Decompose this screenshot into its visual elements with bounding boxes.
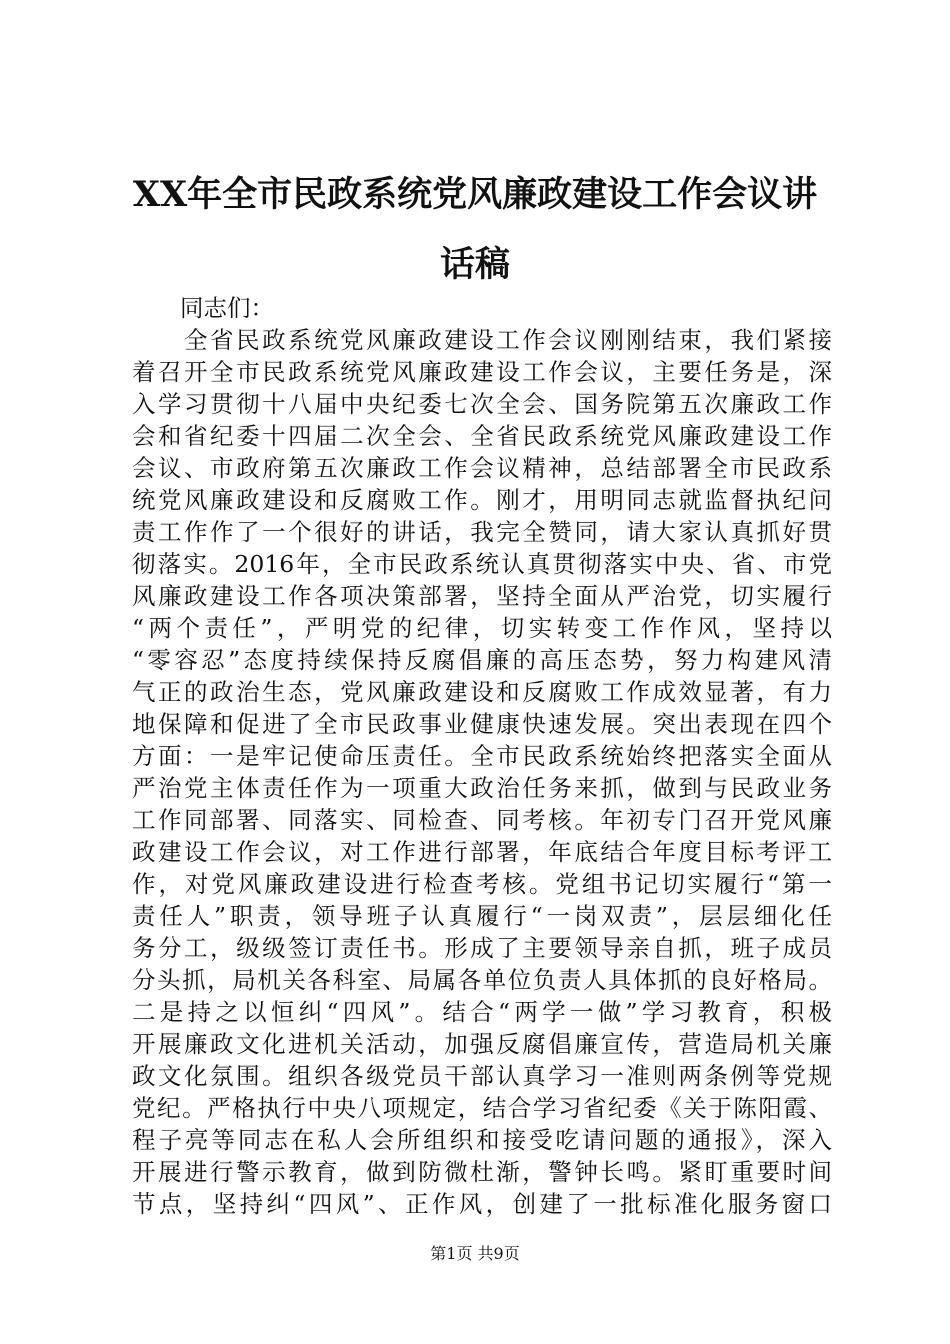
body-line: 二是持之以恒纠“四风”。结合“两学一做”学习教育，积极 [132,998,832,1026]
body-line: 程子亮等同志在私人会所组织和接受吃请问题的通报》，深入 [132,1126,832,1154]
page-footer: 第1页 共9页 [430,1244,520,1263]
body-line: 风廉政建设工作各项决策部署，坚持全面从严治党，切实履行 [132,582,832,610]
body-line: 工作同部署、同落实、同检查、同考核。年初专门召开党风廉 [132,806,832,834]
body-line: 地保障和促进了全市民政事业健康快速发展。突出表现在四个 [132,710,832,738]
body-line: 政文化氛围。组织各级党员干部认真学习一准则两条例等党规 [132,1062,832,1090]
body-line: 责任人”职责，领导班子认真履行“一岗双责”，层层细化任 [132,902,832,930]
body-line: 入学习贯彻十八届中央纪委七次全会、国务院第五次廉政工作 [132,390,832,418]
body-line: 着召开全市民政系统党风廉政建设工作会议，主要任务是，深 [132,358,832,386]
body-line: 会和省纪委十四届二次全会、全省民政系统党风廉政建设工作 [132,422,832,450]
body-line: 节点，坚持纠“四风”、正作风，创建了一批标准化服务窗口 [132,1190,832,1218]
document-body [132,292,832,1220]
body-line: “两个责任”，严明党的纪律，切实转变工作作风，坚持以 [132,614,832,642]
body-line: 开展进行警示教育，做到防微杜渐，警钟长鸣。紧盯重要时间 [132,1158,832,1186]
body-line: 会议、市政府第五次廉政工作会议精神，总结部署全市民政系 [132,454,832,482]
salutation: 同志们： [180,294,274,322]
body-line: 分头抓，局机关各科室、局属各单位负责人具体抓的良好格局。 [132,966,832,994]
body-line: 政建设工作会议，对工作进行部署，年底结合年度目标考评工 [132,838,832,866]
document-title [120,160,830,300]
body-line: 党纪。严格执行中央八项规定，结合学习省纪委《关于陈阳霞、 [132,1094,832,1122]
body-line: 作，对党风廉政建设进行检查考核。党组书记切实履行“第一 [132,870,832,898]
body-line: 开展廉政文化进机关活动，加强反腐倡廉宣传，营造局机关廉 [132,1030,832,1058]
body-line: 统党风廉政建设和反腐败工作。刚才，用明同志就监督执纪问 [132,486,832,514]
body-line: 彻落实。2016年，全市民政系统认真贯彻落实中央、省、市党 [132,550,832,578]
body-line: “零容忍”态度持续保持反腐倡廉的高压态势，努力构建风清 [132,646,832,674]
title-line: 话稿 [439,244,510,285]
body-line: 气正的政治生态，党风廉政建设和反腐败工作成效显著，有力 [132,678,832,706]
title-line: XX年全市民政系统党风廉政建设工作会议讲 [132,174,818,215]
body-line: 方面：一是牢记使命压责任。全市民政系统始终把落实全面从 [132,742,832,770]
body-line: 严治党主体责任作为一项重大政治任务来抓，做到与民政业务 [132,774,832,802]
body-line: 全省民政系统党风廉政建设工作会议刚刚结束，我们紧接 [132,326,832,354]
body-line: 责工作作了一个很好的讲话，我完全赞同，请大家认真抓好贯 [132,518,832,546]
body-line: 务分工，级级签订责任书。形成了主要领导亲自抓，班子成员 [132,934,832,962]
